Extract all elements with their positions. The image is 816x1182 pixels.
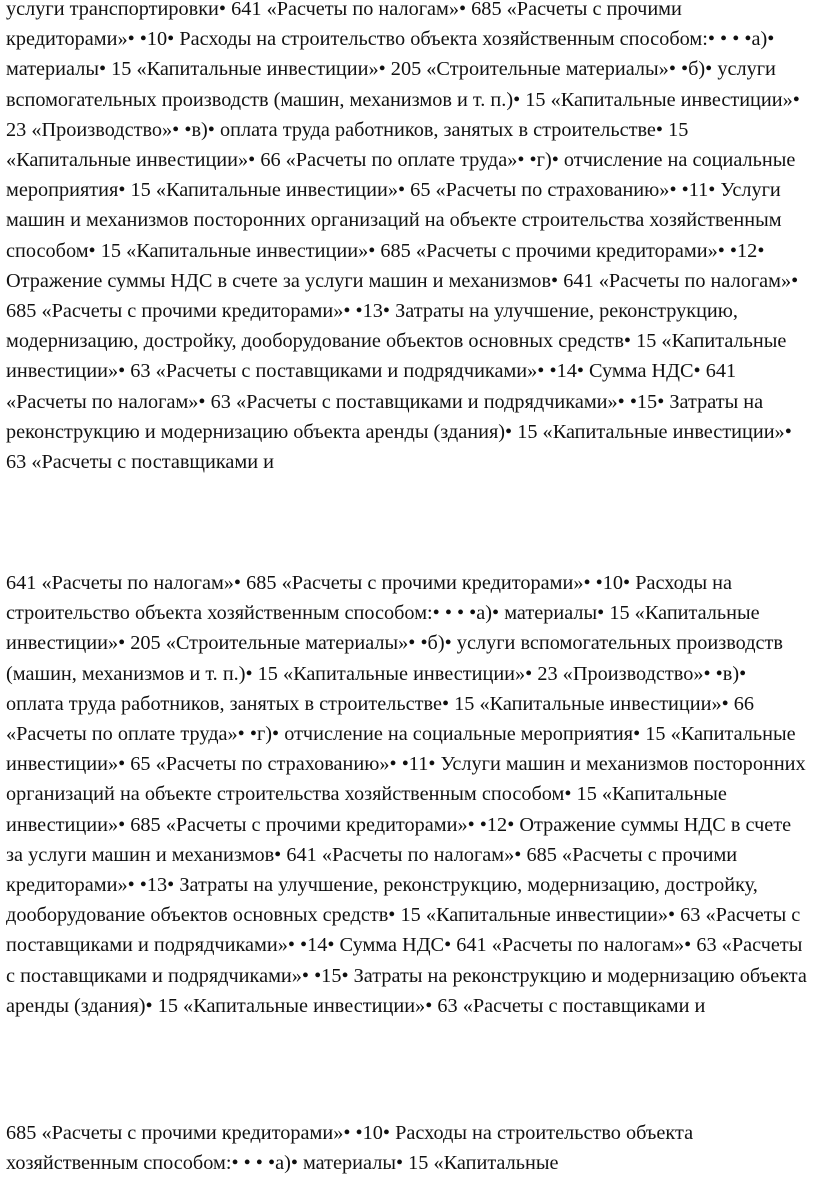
- text-paragraph-1: услуги транспортировки• 641 «Расчеты по налогам»• 685 «Расчеты с прочими кредиторами»• •10• Расходы на строительство объекта хозяйственным способом:• • • •а)• материалы• 15 «Капитальные инвестиции»• 205 «Строительные материалы»• •б)• услуги вспомогательных производств (машин, механизмов и т. п.)• 15 «Капитальные инвестиции»• 23 «Производство»• •в)• оплата труда работников, занятых в строительстве• 15 «Капитальные инвестиции»• 66 «Расчеты по оплате труда»• •г)• отчисление на социальные мероприятия• 15 «Капитальные инвестиции»• 65 «Расчеты по страхованию»• •11• Услуги машин и механизмов посторонних организаций на объекте строительства хозяйственным способом• 15 «Капитальные инвестиции»• 685 «Расчеты с прочими кредиторами»• •12• Отражение суммы НДС в счете за услуги машин и механизмов• 641 «Расчеты по налогам»• 685 «Расчеты с прочими кредиторами»• •13• Затраты на улучшение, реконструкцию, модернизацию, достройку, дооборудование объектов основных средств• 15 «Капитальные инвестиции»• 63 «Расчеты с поставщиками и подрядчиками»• •14• Сумма НДС• 641 «Расчеты по налогам»• 63 «Расчеты с поставщиками и подрядчиками»• •15• Затраты на реконструкцию и модернизацию объекта аренды (здания)• 15 «Капитальные инвестиции»• 63 «Расчеты с поставщиками и: [6, 0, 800, 474]
- text-paragraph-2: 641 «Расчеты по налогам»• 685 «Расчеты с прочими кредиторами»• •10• Расходы на строительство объекта хозяйственным способом:• • • •а)• материалы• 15 «Капитальные инвестиции»• 205 «Строительные материалы»• •б)• услуги вспомогательных производств (машин, механизмов и т. п.)• 15 «Капитальные инвестиции»• 23 «Производство»• •в)• оплата труда работников, занятых в строительстве• 15 «Капитальные инвестиции»• 66 «Расчеты по оплате труда»• •г)• отчисление на социальные мероприятия• 15 «Капитальные инвестиции»• 65 «Расчеты по страхованию»• •11• Услуги машин и механизмов посторонних организаций на объекте строительства хозяйственным способом• 15 «Капитальные инвестиции»• 685 «Расчеты с прочими кредиторами»• •12• Отражение суммы НДС в счете за услуги машин и механизмов• 641 «Расчеты по налогам»• 685 «Расчеты с прочими кредиторами»• •13• Затраты на улучшение, реконструкцию, модернизацию, достройку, дооборудование объектов основных средств• 15 «Капитальные инвестиции»• 63 «Расчеты с поставщиками и подрядчиками»• •14• Сумма НДС• 641 «Расчеты по налогам»• 63 «Расчеты с поставщиками и подрядчиками»• •15• Затраты на реконструкцию и модернизацию объекта аренды (здания)• 15 «Капитальные инвестиции»• 63 «Расчеты с поставщиками и: [6, 572, 807, 1017]
- text-paragraph-3: 685 «Расчеты с прочими кредиторами»• •10• Расходы на строительство объекта хозяйственным способом:• • • •а)• материалы• 15 «Капитальные: [6, 1122, 694, 1175]
